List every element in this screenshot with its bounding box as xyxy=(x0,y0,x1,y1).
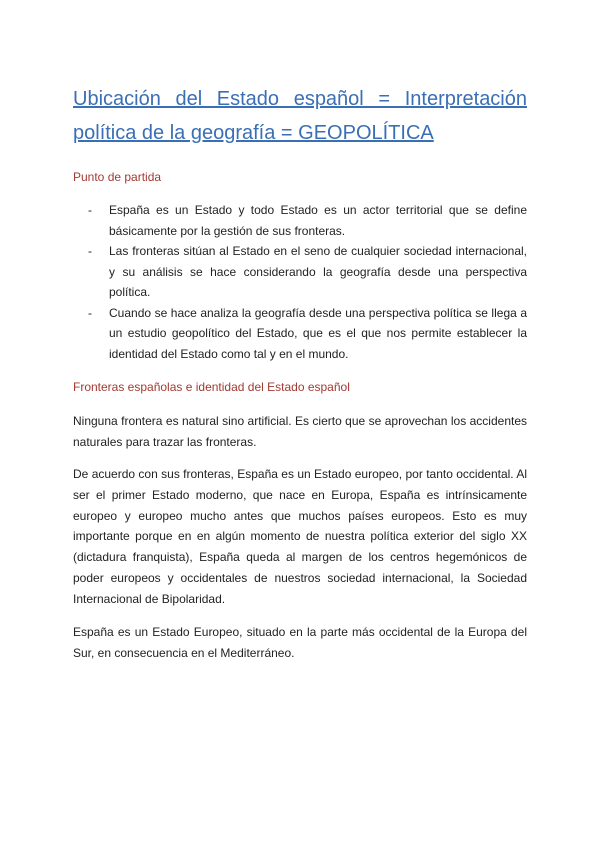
section-heading-fronteras: Fronteras españolas e identidad del Estado español xyxy=(73,380,350,394)
list-item xyxy=(73,303,527,365)
bullet-dash: - xyxy=(88,203,92,217)
paragraph: Ninguna frontera es natural sino artificial. Es cierto que se aprovechan los accidentes naturales para trazar las fronteras. xyxy=(73,414,527,449)
bullet-list xyxy=(73,200,527,364)
list-item xyxy=(73,241,527,303)
page-title: Ubicación del Estado español = Interpretación política de la geografía = GEOPOLÍTICA xyxy=(73,88,527,144)
list-item-text: Las fronteras sitúan al Estado en el seno de cualquier sociedad internacional, y su análisis se hace considerando la geografía desde una perspectiva política. xyxy=(109,244,527,299)
list-item xyxy=(73,200,527,241)
bullet-dash: - xyxy=(88,305,92,320)
paragraph: De acuerdo con sus fronteras, España es un Estado europeo, por tanto occidental. Al ser el primer Estado moderno, que nace en Europa, España es intrínsicamente europeo y europeo mucho antes que muchos países europeos. Esto es muy importante porque en en algún momento de nuestra política exterior del siglo XX (dictadura franquista), España queda al margen de los centros hegemónicos de poder europeos y occidentales de nuestros sociedad internacional, la Sociedad Internacional de Bipolaridad. xyxy=(73,467,527,606)
list-item-text: España es un Estado y todo Estado es un actor territorial que se define básicamente por la gestión de sus fronteras. xyxy=(109,203,527,238)
section-heading-punto-de-partida: Punto de partida xyxy=(73,170,162,184)
paragraph: España es un Estado Europeo, situado en la parte más occidental de la Europa del Sur, en consecuencia en el Mediterráneo. xyxy=(73,625,527,660)
list-item-text: Cuando se hace analiza la geografía desde una perspectiva política se llega a un estudio geopolítico del Estado, que es el que nos permite establecer la identidad del Estado como tal y en el mundo. xyxy=(109,305,527,361)
bullet-dash: - xyxy=(88,244,92,258)
